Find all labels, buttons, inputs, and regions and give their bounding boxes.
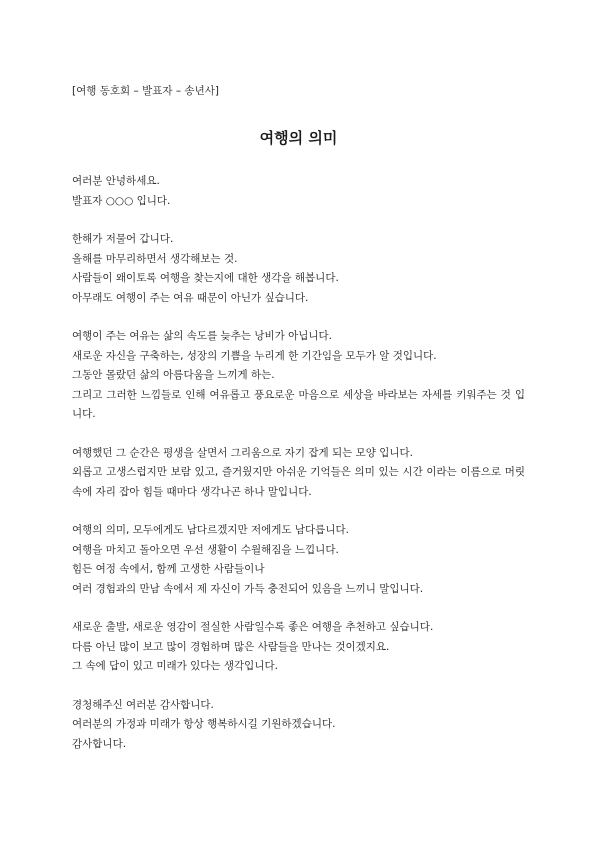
paragraph-closing (72, 696, 525, 755)
paragraph-line: 올해를 마무리하면서 생각해보는 것. (72, 252, 238, 265)
paragraph-recommendation (72, 618, 525, 677)
paragraph-line: 여러분 안녕하세요. (72, 175, 160, 187)
paragraph-line: 그동안 몰랐던 삶의 아름다움을 느끼게 하는. (72, 369, 275, 381)
paragraph-line: 외롭고 고생스럽지만 보람 있고, 즐거웠지만 아쉬운 기억들은 의미 있는 시간 이라는 이름으로 머릿속에 자리 잡아 힘들 때마다 생각나곤 하나 말입니다. (72, 466, 525, 498)
paragraph-line: 여행이 주는 여유는 삶의 속도를 늦추는 낭비가 아닙니다. (72, 330, 332, 342)
page-title: 여행의 의미 (259, 129, 338, 147)
paragraph-line: 사람들이 왜이토록 여행을 찾는지에 대한 생각을 해봅니다. (72, 272, 339, 284)
paragraph-line: 여행을 마치고 돌아오면 우선 생활이 수월해짐을 느낍니다. (72, 543, 339, 556)
paragraph-line: 여행의 의미, 모두에게도 남다르겠지만 저에게도 남다릅니다. (72, 524, 349, 536)
paragraph-line: 경청해주신 여러분 감사합니다. (72, 698, 214, 711)
paragraph-line: 여러분의 가정과 미래가 항상 행복하시길 기원하겠습니다. (72, 718, 336, 730)
paragraph-memories (72, 444, 525, 503)
paragraph-line: 감사합니다. (72, 737, 127, 750)
paragraph-line: 그리고 그러한 느낌들로 인해 여유롭고 풍요로운 마음으로 세상을 바라보는 자세를 키워주는 것 입니다. (72, 388, 525, 420)
paragraph-line: 그 속에 답이 있고 미래가 있다는 생각입니다. (72, 660, 278, 672)
paragraph-line: 여행했던 그 순간은 평생을 살면서 그리움으로 자기 잡게 되는 모양 입니다. (72, 446, 414, 459)
paragraph-leisure (72, 327, 525, 425)
paragraph-line: 새로운 자신을 구축하는, 성장의 기쁨을 누리게 한 기간임을 모두가 알 것입니다. (72, 349, 437, 362)
paragraph-line: 새로운 출발, 새로운 영감이 절실한 사람일수록 좋은 여행을 추천하고 싶습니다. (72, 621, 434, 633)
paragraph-line: 힘든 여정 속에서, 함께 고생한 사람들이나 (72, 563, 265, 575)
paragraph-line: 한해가 저물어 갑니다. (72, 233, 174, 245)
paragraph-line: 발표자 ○○○ 입니다. (72, 194, 171, 207)
paragraph-line: 여러 경험과의 만남 속에서 제 자신이 가득 충전되어 있음을 느끼니 말입니다. (72, 582, 424, 595)
header-tag: [여행 동호회 – 발표자 – 송년사] (72, 85, 219, 97)
paragraph-greeting (72, 172, 525, 211)
paragraph-meaning (72, 521, 525, 599)
paragraph-line: 다름 아닌 많이 보고 많이 경험하며 많은 사람들을 만나는 것이겠지요. (72, 640, 390, 653)
paragraph-year-end (72, 230, 525, 308)
paragraph-line: 아무래도 여행이 주는 여유 때문이 아닌가 싶습니다. (72, 291, 309, 304)
